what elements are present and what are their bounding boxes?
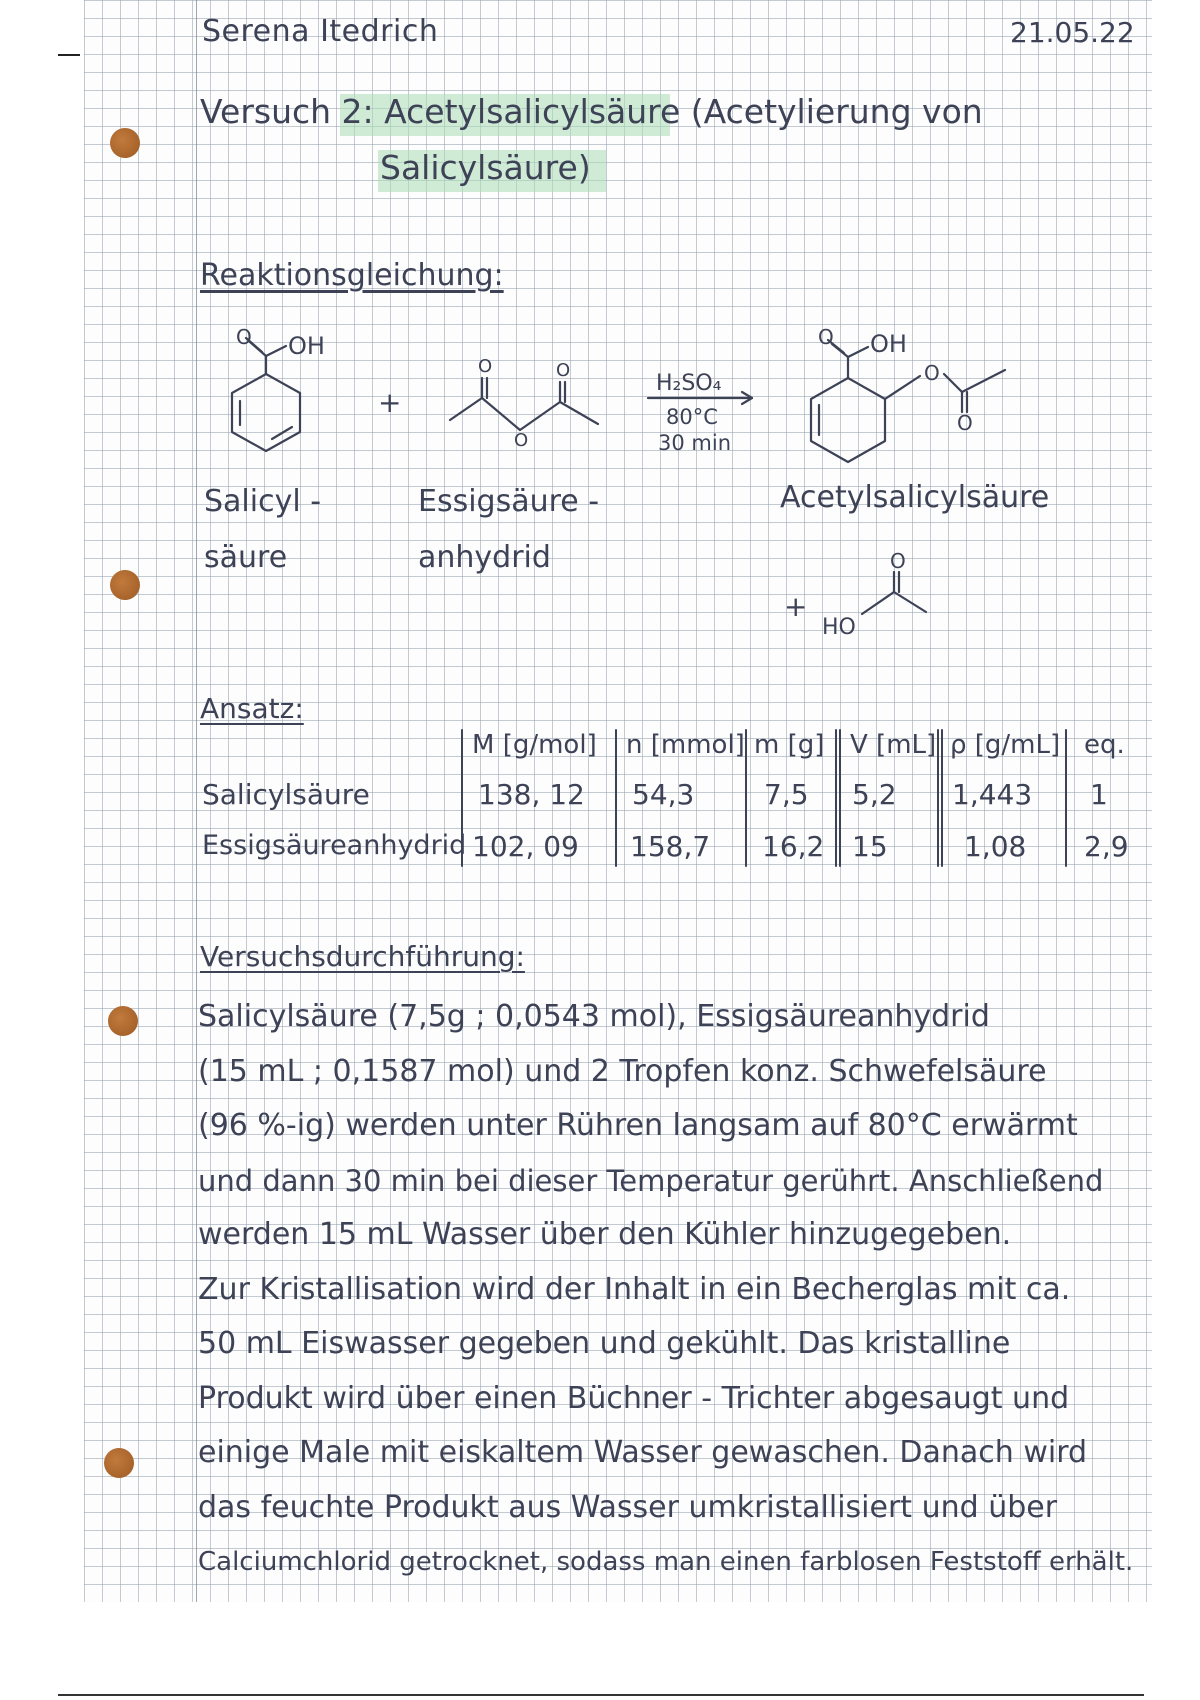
time-label: 30 min xyxy=(658,431,731,455)
table-cell: 1 xyxy=(1090,778,1108,811)
procedure-line: das feuchte Produkt aus Wasser umkristallisiert und über xyxy=(198,1489,1058,1525)
table-cell: 7,5 xyxy=(764,778,809,811)
ansatz-heading: Ansatz: xyxy=(200,692,304,725)
atom-label-o: O xyxy=(236,325,252,349)
table-row-name: Essigsäureanhydrid xyxy=(202,830,467,861)
table-header-molar-mass: M [g/mol] xyxy=(472,730,597,760)
author-name: Serena Itedrich xyxy=(202,14,439,49)
table-header-density: ρ [g/mL] xyxy=(950,730,1061,760)
atom-label-o: O xyxy=(924,361,940,385)
experiment-title: Versuch 2: Acetylsalicylsäure (Acetylierung von xyxy=(200,92,983,131)
atom-label-o: O xyxy=(957,411,973,435)
table-header-volume: V [mL] xyxy=(850,730,937,760)
plus-sign: + xyxy=(378,386,402,419)
plus-sign: + xyxy=(784,590,808,623)
atom-label-oh: OH xyxy=(870,330,907,358)
atom-label-oh: OH xyxy=(288,332,325,360)
procedure-text xyxy=(198,990,1138,1590)
date: 21.05.22 xyxy=(1010,16,1135,49)
atom-label-o: O xyxy=(556,360,571,381)
atom-label-o: O xyxy=(890,549,906,573)
procedure-line: (96 %-ig) werden unter Rühren langsam auf 80°C erwärmt xyxy=(198,1108,1078,1143)
procedure-heading: Versuchsdurchführung: xyxy=(200,940,525,973)
compound-label-acetic-anhydride: Essigsäure - anhydrid xyxy=(418,484,600,575)
table-cell: 54,3 xyxy=(632,778,695,811)
table-cell: 1,443 xyxy=(952,778,1033,811)
procedure-line: werden 15 mL Wasser über den Kühler hinzugegeben. xyxy=(198,1217,1012,1252)
experiment-title-continued: Salicylsäure) xyxy=(380,148,591,187)
atom-label-o: O xyxy=(478,356,493,377)
reaction-heading: Reaktionsgleichung: xyxy=(200,258,504,293)
table-header-mass: m [g] xyxy=(754,730,825,760)
table-cell: 5,2 xyxy=(852,778,897,811)
footer-line xyxy=(58,1694,1144,1696)
table-cell: 102, 09 xyxy=(472,830,579,863)
table-cell: 2,9 xyxy=(1084,830,1129,863)
atom-label-o: O xyxy=(818,325,834,349)
punch-hole xyxy=(108,1006,138,1036)
compound-label-salicylic-acid: Salicyl - säure xyxy=(204,484,322,575)
table-header-equivalents: eq. xyxy=(1084,730,1125,760)
table-cell: 16,2 xyxy=(762,830,825,863)
table-cell: 158,7 xyxy=(630,830,711,863)
compound-label-acetylsalicylic-acid: Acetylsalicylsäure xyxy=(780,480,1050,515)
procedure-line: und dann 30 min bei dieser Temperatur gerührt. Anschließend xyxy=(198,1163,1104,1198)
procedure-line: Salicylsäure (7,5g ; 0,0543 mol), Essigsäureanhydrid xyxy=(198,999,990,1034)
table-cell: 138, 12 xyxy=(478,778,585,811)
atom-label-o: O xyxy=(514,430,529,451)
procedure-line: einige Male mit eiskaltem Wasser gewaschen. Danach wird xyxy=(198,1435,1088,1470)
table-row-name: Salicylsäure xyxy=(202,778,370,811)
atom-label-ho: HO xyxy=(822,615,856,640)
reagent-label: H₂SO₄ xyxy=(656,371,722,396)
temperature-label: 80°C xyxy=(666,405,718,429)
punch-hole xyxy=(104,1448,134,1478)
procedure-line: Calciumchlorid getrocknet, sodass man einen farblosen Feststoff erhält. xyxy=(198,1547,1134,1577)
table-cell: 1,08 xyxy=(964,830,1027,863)
procedure-line: (15 mL ; 0,1587 mol) und 2 Tropfen konz. Schwefelsäure xyxy=(198,1053,1047,1089)
procedure-line: 50 mL Eiswasser gegeben und gekühlt. Das kristalline xyxy=(198,1326,1011,1361)
table-header-amount: n [mmol] xyxy=(626,730,745,760)
procedure-line: Produkt wird über einen Büchner - Trichter abgesaugt und xyxy=(198,1380,1070,1416)
table-cell: 15 xyxy=(852,830,888,863)
procedure-line: Zur Kristallisation wird der Inhalt in ein Becherglas mit ca. xyxy=(198,1271,1071,1307)
